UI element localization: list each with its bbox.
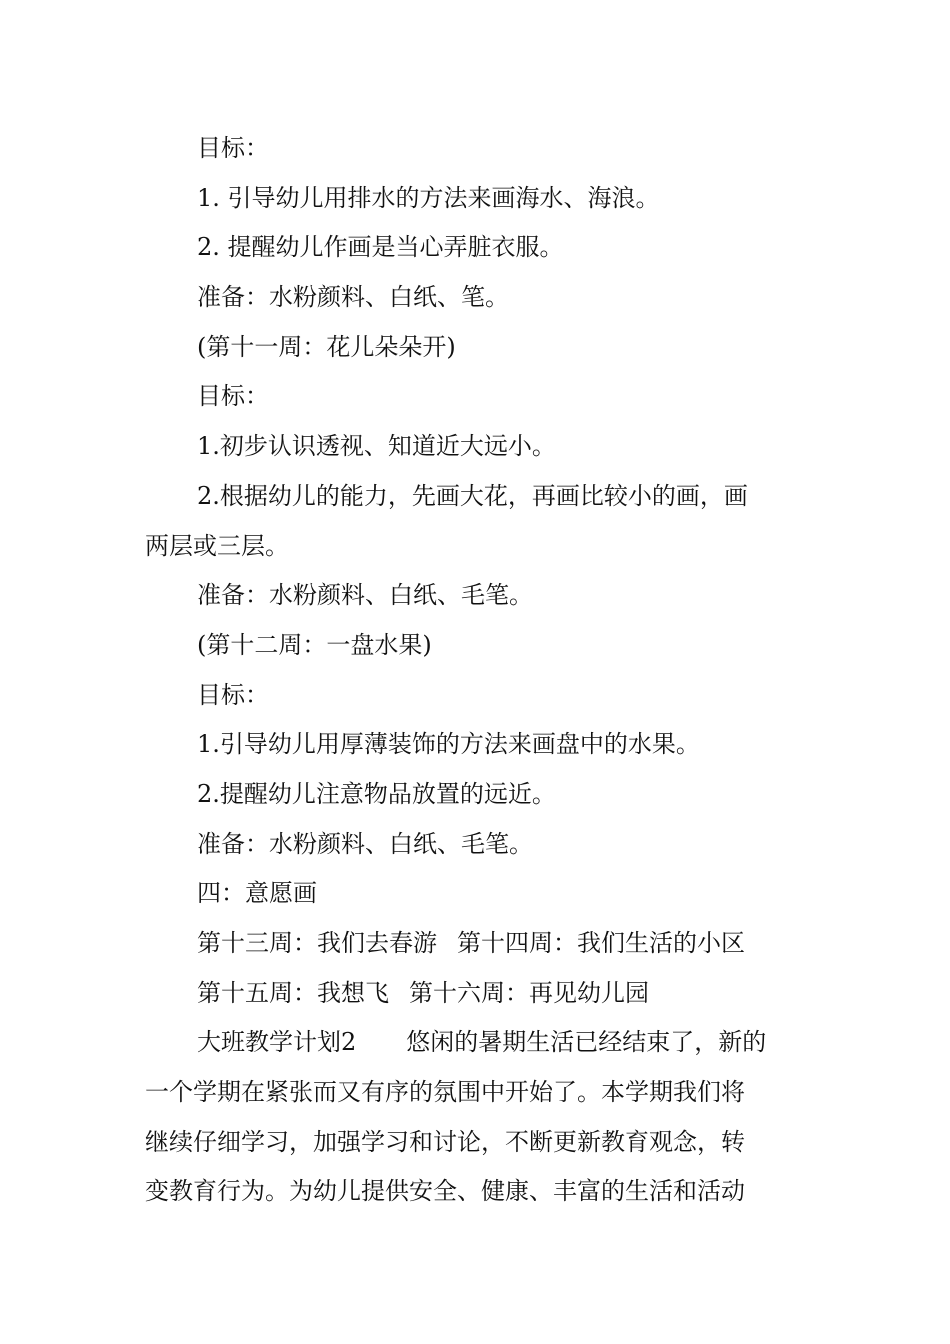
preparation-line: 准备：水粉颜料、白纸、笔。 <box>197 283 509 312</box>
goal-item: 1.初步认识透视、知道近大远小。 <box>197 432 556 461</box>
week-item: 第十五周：我想飞 <box>197 978 389 1007</box>
plan-title-line <box>145 1018 807 1068</box>
goal-item-continuation: 两层或三层。 <box>145 531 289 560</box>
goal-item: 2.根据幼儿的能力，先画大花，再画比较小的画，画 <box>197 481 748 510</box>
preparation-line: 准备：水粉颜料、白纸、毛笔。 <box>197 581 533 610</box>
paragraph-text: 悠闲的暑期生活已经结束了，新的 <box>406 1028 767 1057</box>
plan-title: 大班教学计划2 <box>197 1028 357 1057</box>
paragraph-line: 一个学期在紧张而又有序的氛围中开始了。本学期我们将 <box>145 1078 745 1107</box>
week-heading: (第十一周：花儿朵朵开) <box>197 332 456 361</box>
week-schedule-line <box>145 919 807 969</box>
goal-item: 2.提醒幼儿注意物品放置的远近。 <box>197 779 556 808</box>
week-heading: (第十二周：一盘水果) <box>197 630 432 659</box>
week-item: 第十六周：再见幼儿园 <box>409 978 649 1007</box>
goal-item: 1. 引导幼儿用排水的方法来画海水、海浪。 <box>197 183 660 212</box>
paragraph-line: 变教育行为。为幼儿提供安全、健康、丰富的生活和活动 <box>145 1177 745 1206</box>
week-schedule-line <box>145 969 807 1019</box>
paragraph-line: 继续仔细学习，加强学习和讨论，不断更新教育观念，转 <box>145 1127 745 1156</box>
goal-heading: 目标： <box>197 680 269 709</box>
preparation-line: 准备：水粉颜料、白纸、毛笔。 <box>197 829 533 858</box>
section-heading: 四：意愿画 <box>197 879 317 908</box>
week-item: 第十四周：我们生活的小区 <box>457 929 745 957</box>
goal-item: 2. 提醒幼儿作画是当心弄脏衣服。 <box>197 233 564 262</box>
goal-item: 1.引导幼儿用厚薄装饰的方法来画盘中的水果。 <box>197 730 700 759</box>
document-body <box>145 124 807 1217</box>
goal-heading: 目标： <box>197 134 269 162</box>
goal-heading: 目标： <box>197 382 269 411</box>
week-item: 第十三周：我们去春游 <box>197 929 437 957</box>
